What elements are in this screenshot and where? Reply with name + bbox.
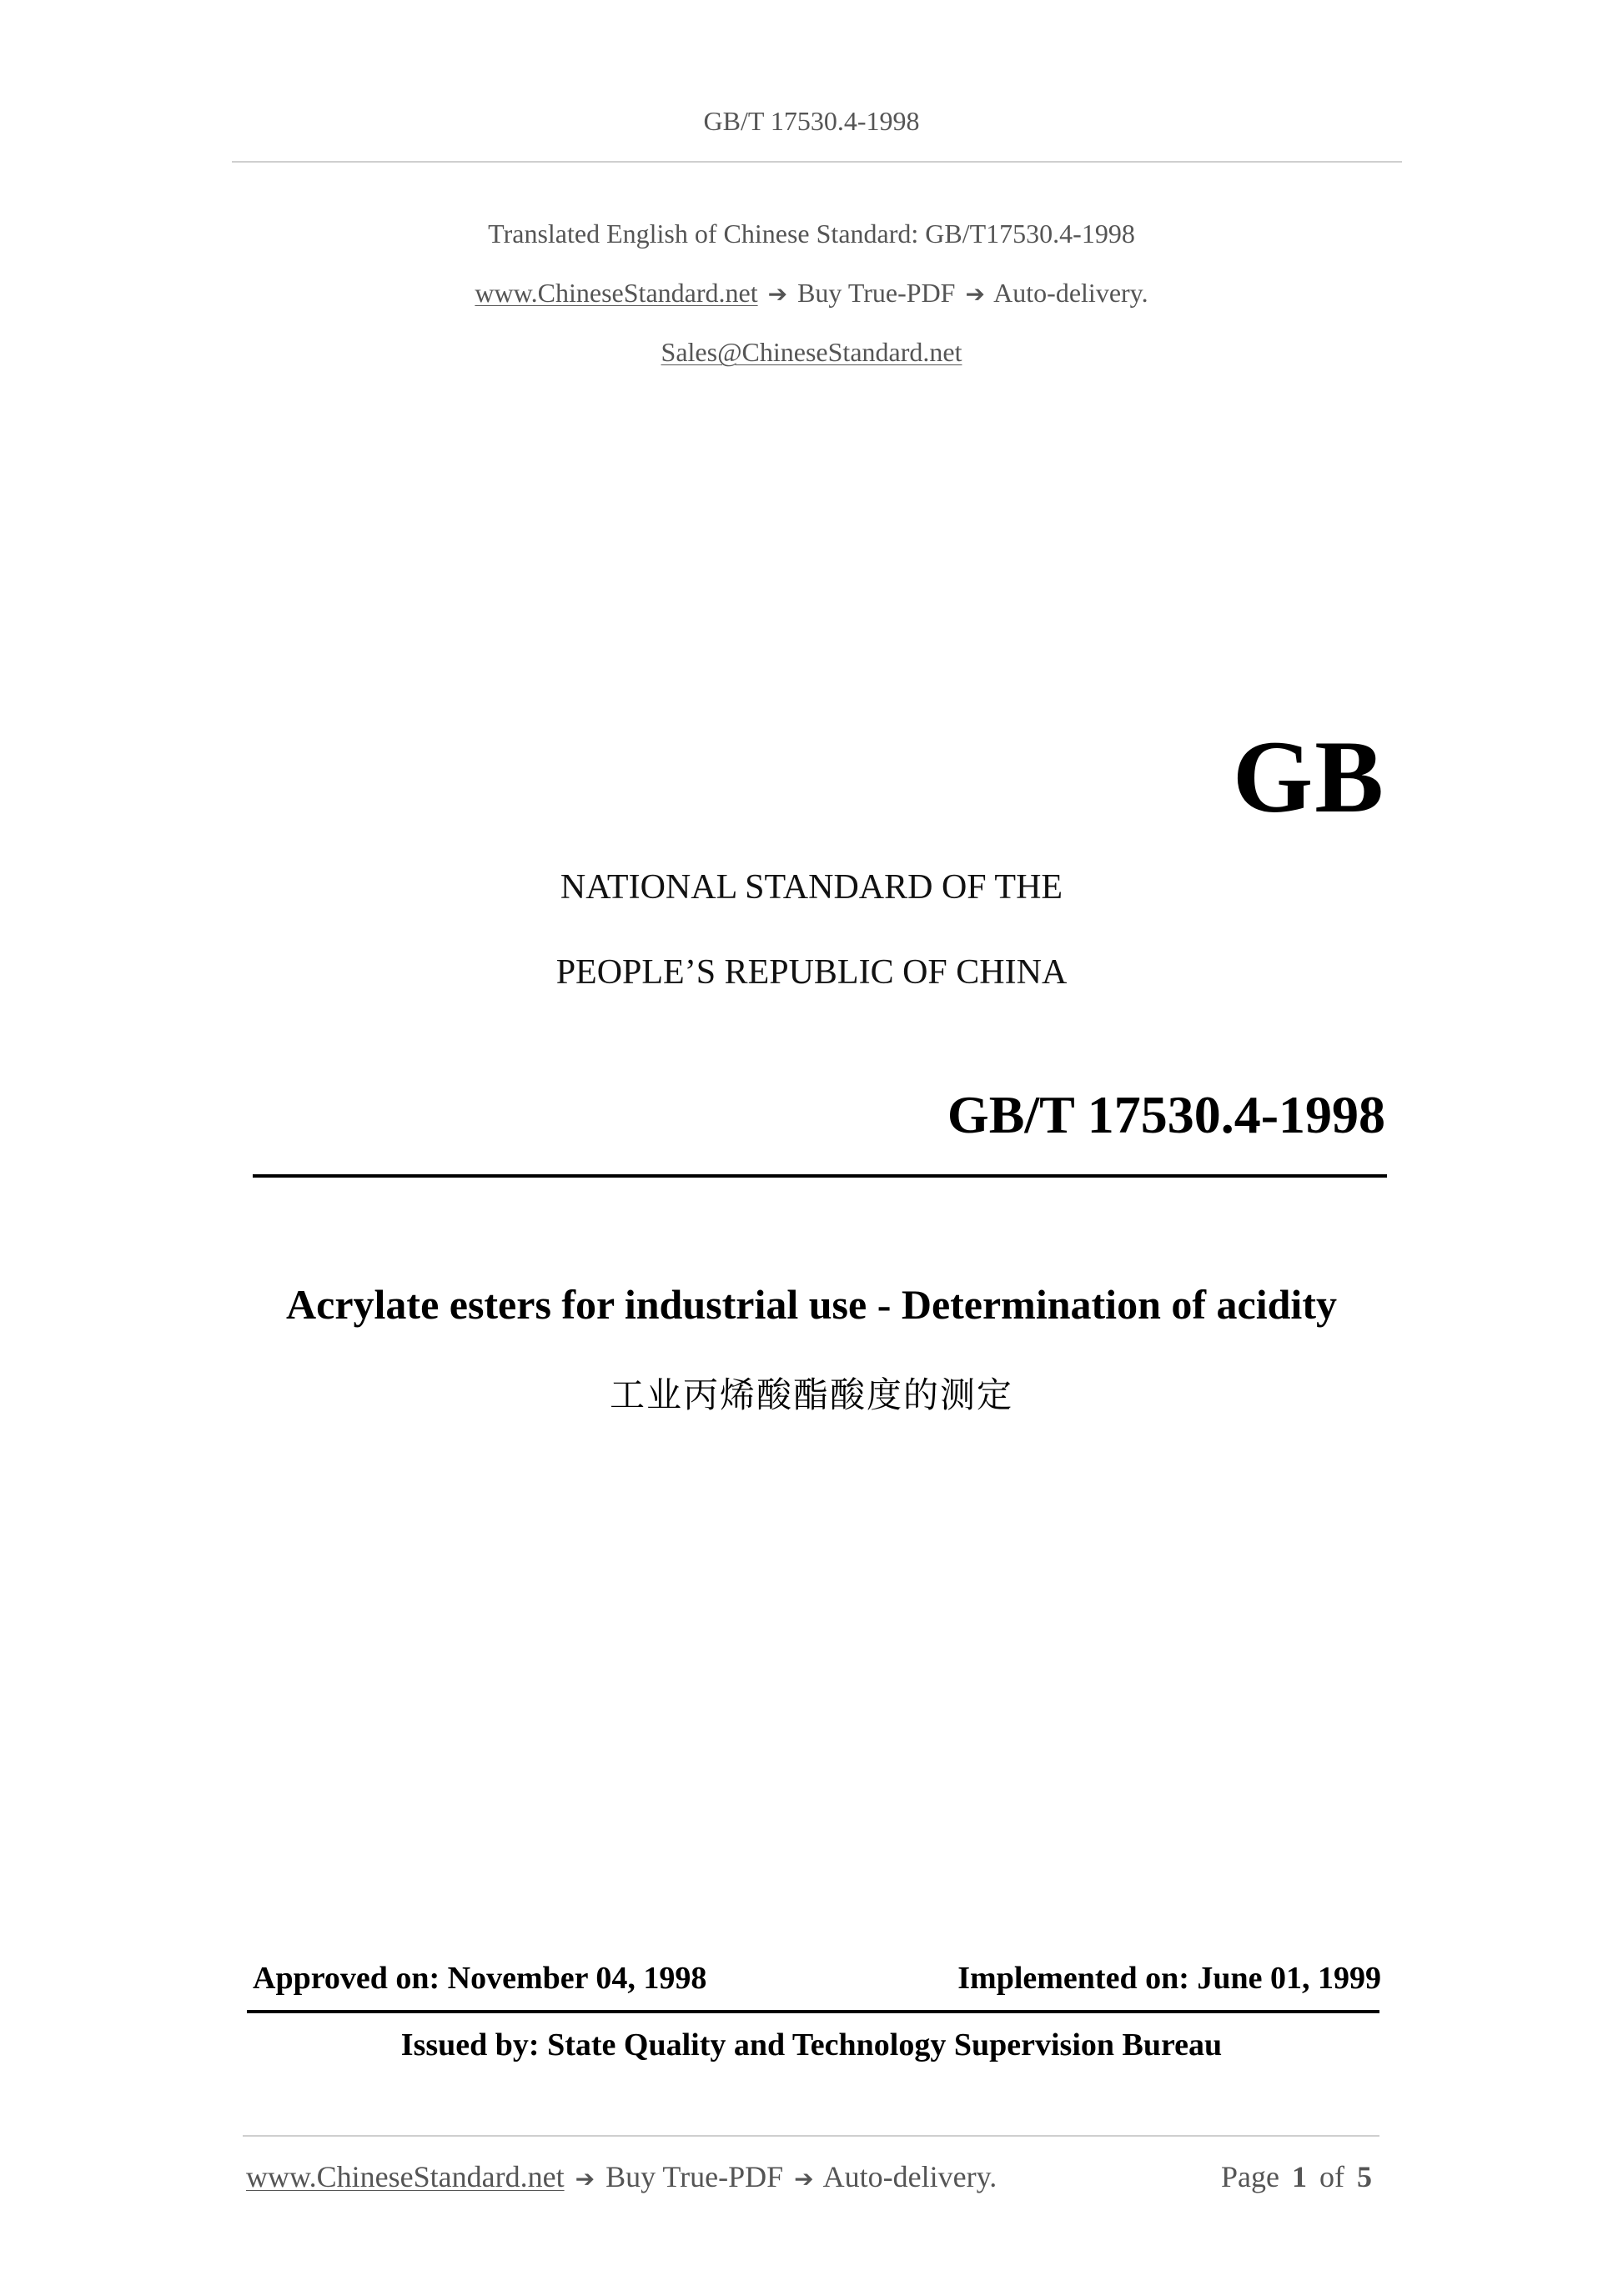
standard-number: GB/T 17530.4-1998 <box>947 1085 1385 1144</box>
national-standard-line-2: PEOPLE’S REPUBLIC OF CHINA <box>555 953 1068 992</box>
delivery-text: Auto-delivery. <box>993 278 1148 308</box>
arrow-right-icon: ➔ <box>794 2165 814 2193</box>
page-indicator <box>1221 2159 1377 2194</box>
purchase-line <box>0 278 1623 309</box>
page-total: 5 <box>1357 2160 1372 2193</box>
arrow-right-icon: ➔ <box>575 2165 595 2193</box>
translation-notice: Translated English of Chinese Standard: GB/T17530.4-1998 <box>488 219 1135 249</box>
header-divider <box>232 161 1402 163</box>
footer-delivery-text: Auto-delivery. <box>822 2160 997 2193</box>
running-header: GB/T 17530.4-1998 <box>703 106 920 136</box>
implemented-date: Implemented on: June 01, 1999 <box>957 1961 1381 1996</box>
dates-rule <box>247 2010 1379 2013</box>
page-label: Page <box>1221 2160 1279 2193</box>
footer-buy-text: Buy True-PDF <box>605 2160 784 2193</box>
footer-purchase-line <box>246 2159 997 2194</box>
arrow-right-icon: ➔ <box>767 280 788 308</box>
website-link[interactable]: www.ChineseStandard.net <box>475 278 758 308</box>
issued-by: Issued by: State Quality and Technology Supervision Bureau <box>400 2027 1223 2062</box>
buy-text: Buy True-PDF <box>797 278 956 308</box>
national-standard-line-1: NATIONAL STANDARD OF THE <box>560 868 1063 907</box>
sales-email-link[interactable]: Sales@ChineseStandard.net <box>661 337 962 367</box>
arrow-right-icon: ➔ <box>965 280 985 308</box>
english-title: Acrylate esters for industrial use - Determination of acidity <box>286 1281 1337 1328</box>
gb-mark: GB <box>1232 720 1385 834</box>
approved-date: Approved on: November 04, 1998 <box>253 1961 707 1996</box>
footer-divider <box>243 2135 1379 2137</box>
footer-website-link[interactable]: www.ChineseStandard.net <box>246 2160 565 2193</box>
page-current: 1 <box>1292 2160 1307 2193</box>
chinese-title: 工业丙烯酸酯酸度的测定 <box>609 1374 1013 1415</box>
page-of: of <box>1319 2160 1344 2193</box>
email-line <box>0 337 1623 368</box>
standard-number-rule <box>253 1174 1387 1178</box>
